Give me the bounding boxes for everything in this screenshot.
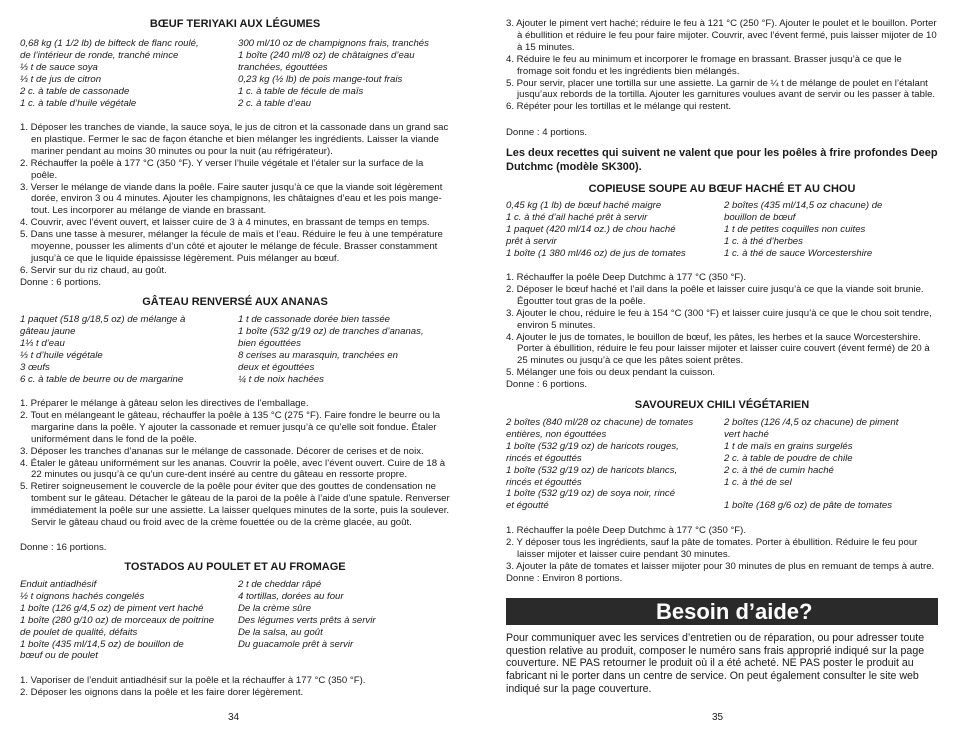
ingredient-cell: 2 boîtes (435 ml/14,5 oz chacune) de xyxy=(724,200,883,211)
ingredients-boeuf-teriyaki xyxy=(20,38,450,109)
ingredient-cell: 2 c. à thé de cumin haché xyxy=(724,464,834,476)
ingredient-cell: 1 boîte (532 g/19 oz) de haricots rouges, xyxy=(506,440,679,452)
ingredient-row xyxy=(20,615,450,627)
ingredient-row xyxy=(506,441,938,453)
instruction-step: 4. Étaler le gâteau uniformément sur les ananas. Couvrir la poêle, avec l’évent ouvert. Cuire de 18 à 22 minutes ou jusqu’à ce qu’un cure-dent inséré au centre du gâteau en ressorte propre. xyxy=(20,457,446,481)
ingredient-row xyxy=(20,350,450,362)
ingredient-cell: 1 boîte (168 g/6 oz) de pâte de tomates xyxy=(724,500,893,512)
instruction-step: 2. Y déposer tous les ingrédients, sauf la pâte de tomates. Porter à ébullition. Réduire le feu pour laisser mijoter et laisser cuire pendant 30 minutes. xyxy=(506,536,918,560)
ingredient-cell: 1 boîte (240 ml/8 oz) de châtaignes d’eau xyxy=(238,49,415,61)
ingredients-tostados xyxy=(20,579,450,662)
ingredient-cell: 2 c. à table de cassonade xyxy=(20,85,130,97)
ingredient-cell: 2 c. à table de poudre de chile xyxy=(724,452,853,464)
instruction-step: 2. Déposer le bœuf haché et l’ail dans la poêle et laisser cuire jusqu’à ce que la viande soit brunie. Égoutter tout gras de la poêle. xyxy=(506,283,924,307)
ingredient-cell: ⅓ t de sauce soya xyxy=(20,61,98,73)
ingredient-cell: 1 boîte (435 ml/14,5 oz) de bouillon de xyxy=(20,638,184,650)
instruction-step: 6. Répéter pour les tortillas et le mélange qui restent. xyxy=(506,101,732,113)
ingredient-cell: 1 c. à thé de sauce Worcestershire xyxy=(724,247,873,259)
ingredient-row xyxy=(506,429,938,441)
steps-tostados-continued xyxy=(506,18,938,113)
ingredient-row xyxy=(506,500,938,512)
ingredient-cell: 1 boîte (532 g/19 oz) de haricots blancs, xyxy=(506,464,678,476)
page-number: 34 xyxy=(228,712,240,723)
ingredient-cell: 3 œufs xyxy=(20,361,50,373)
ingredient-cell: De la crème sûre xyxy=(238,602,312,614)
ingredient-row xyxy=(20,326,450,338)
ingredient-row xyxy=(506,224,938,236)
ingredient-cell: ¼ t de noix hachées xyxy=(238,373,324,385)
ingredient-cell: bouillon de bœuf xyxy=(724,211,796,223)
steps-tostados xyxy=(20,675,450,699)
instruction-step: 3. Verser le mélange de viande dans la poêle. Faire sauter jusqu’à ce que la viande soit légèrement dorée, environ 3 ou 4 minutes. Ajouter les champignons, les châtaignes d’eau et les pois mange-tout. Les incorporer au mélange de viande en brassant. xyxy=(20,181,443,217)
ingredient-cell: De la salsa, au goût xyxy=(238,626,323,638)
yield-gateau-renverse: Donne : 16 portions. xyxy=(20,542,107,553)
ingredient-row xyxy=(20,591,450,603)
ingredient-cell: 1 t de maïs en grains surgelés xyxy=(724,440,853,452)
ingredient-cell: 1 c. à table d’huile végétale xyxy=(20,97,137,109)
ingredient-cell: 1 boîte (532 g/19 oz) de soya noir, rincé xyxy=(506,488,676,500)
steps-soupe-boeuf xyxy=(506,272,938,379)
ingredient-row xyxy=(506,453,938,465)
ingredient-cell: ½ t oignons hachés congelés xyxy=(20,590,145,602)
ingredient-cell: 1 boîte (126 g/4,5 oz) de piment vert haché xyxy=(20,602,204,614)
ingredient-row xyxy=(506,417,938,429)
instruction-step: 1. Déposer les tranches de viande, la sauce soya, le jus de citron et la cassonade dans un grand sac en plastique. Fermer le sac de façon étanche et bien mélanger les ingrédients. Laisser la viande mariner pendant au moins 30 minutes ou pour la nuit (au réfrigérateur). xyxy=(20,122,449,157)
ingredient-cell: 1 paquet (518 g/18,5 oz) de mélange à xyxy=(20,314,186,325)
steps-gateau-renverse xyxy=(20,398,450,529)
ingredient-row xyxy=(506,488,938,500)
ingredient-row xyxy=(20,627,450,639)
ingredient-row xyxy=(506,200,938,212)
right-page xyxy=(506,0,938,738)
ingredient-row xyxy=(20,374,450,386)
ingredient-cell: de l’intérieur de ronde, tranché mince xyxy=(20,49,179,61)
ingredient-row xyxy=(20,62,450,74)
ingredient-row xyxy=(20,74,450,86)
yield-tostados: Donne : 4 portions. xyxy=(506,127,588,138)
ingredient-row xyxy=(20,86,450,98)
instruction-step: 2. Déposer les oignons dans la poêle et les faire dorer légèrement. xyxy=(20,686,304,698)
ingredient-cell: bien égouttées xyxy=(238,337,301,349)
ingredient-row xyxy=(20,38,450,50)
ingredient-row xyxy=(20,639,450,651)
ingredient-cell: 1 t de petites coquilles non cuites xyxy=(724,223,866,235)
ingredient-cell: 2 boîtes (126 /4,5 oz chacune) de piment xyxy=(724,417,899,428)
ingredient-cell: gâteau jaune xyxy=(20,325,76,337)
ingredient-row xyxy=(506,248,938,260)
ingredient-cell: 0,45 kg (1 lb) de bœuf haché maigre xyxy=(506,200,662,211)
instruction-step: 3. Ajouter le chou, réduire le feu à 154 °C (300 °F) et laisser cuire jusqu’à ce que le chou soit tendre, environ 5 minutes. xyxy=(506,307,932,331)
ingredient-cell: entières, non égouttées xyxy=(506,428,607,440)
ingredient-cell: Enduit antiadhésif xyxy=(20,579,97,590)
ingredient-row xyxy=(20,579,450,591)
instruction-step: 5. Dans une tasse à mesurer, mélanger la fécule de maïs et l’eau. Réduire le feu à une température moyenne, pousser les aliments d’un côté et ajouter le mélange de fécule. Brasser constamment jusqu’à ce que le liquide épaississe légèrement. Puis mélanger au bœuf. xyxy=(20,229,443,264)
help-title: Besoin d’aide? xyxy=(656,599,813,624)
instruction-step: 1. Vaporiser de l’enduit antiadhésif sur la poêle et la réchauffer à 177 °C (350 °F). xyxy=(20,675,366,686)
ingredient-cell: 0,68 kg (1 1/2 lb) de bifteck de flanc roulé, xyxy=(20,38,199,49)
ingredient-row xyxy=(506,465,938,477)
ingredient-cell: 0,23 kg (½ lb) de pois mange-tout frais xyxy=(238,73,403,85)
ingredient-row xyxy=(20,338,450,350)
ingredient-cell: 1 boîte (532 g/19 oz) de tranches d’ananas, xyxy=(238,325,424,337)
ingredients-chili xyxy=(506,417,938,512)
instruction-step: 3. Ajouter la pâte de tomates et laisser mijoter pour 30 minutes de plus en remuant de temps à autre. xyxy=(506,560,935,572)
deep-dutch-notice: Les deux recettes qui suivent ne valent que pour les poêles à frire profondes Deep Dutchmc (modèle SK300). xyxy=(506,147,938,173)
ingredient-cell: 1 t de cassonade dorée bien tassée xyxy=(238,314,391,325)
ingredient-row xyxy=(20,314,450,326)
ingredients-gateau-renverse xyxy=(20,314,450,385)
instruction-step: 5. Pour servir, placer une tortilla sur une assiette. La garnir de ¼ t de mélange de poulet en l’étalant jusqu’aux rebords de la tortilla. Ajouter les garnitures voulues avant de servir ou les passer à table. xyxy=(506,77,936,101)
instruction-step: 1. Préparer le mélange à gâteau selon les directives de l’emballage. xyxy=(20,398,309,409)
ingredient-cell: 1 c. à thé de sel xyxy=(724,476,792,488)
page-number: 35 xyxy=(712,712,724,723)
ingredient-cell: rincés et égouttés xyxy=(506,452,582,464)
instruction-step: 3. Déposer les tranches d’ananas sur le mélange de cassonade. Décorer de cerises et de noix. xyxy=(20,445,424,457)
ingredient-row xyxy=(20,650,450,662)
ingredient-cell: bœuf ou de poulet xyxy=(20,650,98,662)
instruction-step: 5. Mélanger une fois ou deux pendant la cuisson. xyxy=(506,367,716,379)
ingredient-row xyxy=(506,212,938,224)
instruction-step: 1. Réchauffer la poêle Deep Dutchmc à 177 °C (350 °F). xyxy=(506,525,747,536)
instruction-step: 5. Retirer soigneusement le couvercle de la poêle pour éviter que des gouttes de condensation ne tombent sur le gâteau. Détacher le gâteau de la paroi de la poêle à l’aide d’une spatule. Renverser immédiatement la poêle sur une assiette. La laisser quelques minutes de la sorte, puis la soulever. Servir le gâteau chaud ou froid avec de la crème fouettée ou de la crème glacée, au goût. xyxy=(20,481,450,529)
ingredient-cell: 2 c. à table d’eau xyxy=(238,97,312,109)
instruction-step: 2. Réchauffer la poêle à 177 °C (350 °F). Y verser l’huile végétale et l’étaler sur la surface de la poêle. xyxy=(20,157,424,181)
yield-boeuf-teriyaki: Donne : 6 portions. xyxy=(20,277,102,288)
ingredient-cell: 1 boîte (1 380 ml/46 oz) de jus de tomates xyxy=(506,247,686,259)
recipe-title-tostados: TOSTADOS AU POULET ET AU FROMAGE xyxy=(124,561,346,573)
ingredient-cell xyxy=(238,650,450,662)
ingredient-cell: 1 paquet (420 ml/14 oz.) de chou haché xyxy=(506,223,676,235)
ingredient-cell: 300 ml/10 oz de champignons frais, tranchés xyxy=(238,38,429,49)
recipe-title-gateau-renverse: GÂTEAU RENVERSÉ AUX ANANAS xyxy=(142,296,328,308)
ingredient-cell: 1 c. à table de fécule de maïs xyxy=(238,85,364,97)
yield-soupe-boeuf: Donne : 6 portions. xyxy=(506,379,588,390)
steps-chili xyxy=(506,525,938,573)
ingredient-cell: 2 t de cheddar râpé xyxy=(238,579,322,590)
steps-boeuf-teriyaki xyxy=(20,122,450,277)
ingredient-row xyxy=(20,362,450,374)
ingredient-cell: 1 c. à thé d’ail haché prêt à servir xyxy=(506,211,648,223)
ingredient-cell: 1⅓ t d’eau xyxy=(20,337,65,349)
instruction-step: 2. Tout en mélangeant le gâteau, réchauffer la poêle à 135 °C (275 °F). Faire fondre le beurre ou la margarine dans la poêle. Y ajouter la cassonade et remuer jusqu’à ce qu’elle soit fondue. Étaler uniformément dans le fond de la poêle. xyxy=(20,409,441,445)
help-text: Pour communiquer avec les services d’entretien ou de réparation, ou pour adresser toute question relative au produit, composer le numéro sans frais approprié indiqué sur la page couverture. NE PAS retourner le produit où il a été acheté. NE PAS poster le produit au fabricant ni le porter dans un centre de service. On peut également consulter le site web indiqué sur la page couverture. xyxy=(506,632,925,695)
ingredient-cell: Des légumes verts prêts à servir xyxy=(238,614,376,626)
instruction-step: 1. Réchauffer la poêle Deep Dutchmc à 177 °C (350 °F). xyxy=(506,272,747,283)
ingredient-cell: 4 tortillas, dorées au four xyxy=(238,590,344,602)
ingredient-cell: tranchées, égouttées xyxy=(238,61,328,73)
ingredient-cell: ⅓ t de jus de citron xyxy=(20,73,102,85)
instruction-step: 6. Servir sur du riz chaud, au goût. xyxy=(20,264,167,276)
ingredient-cell: 2 boîtes (840 ml/28 oz chacune) de tomates xyxy=(506,417,694,428)
ingredient-cell: prêt à servir xyxy=(506,235,557,247)
instruction-step: 4. Ajouter le jus de tomates, le bouillon de bœuf, les pâtes, les herbes et la sauce Worcestershire. Porter à ébullition, réduire le feu pour laisser mijoter et laisser cuire couvert (évent fermé) de 20 à 25 minutes ou jusqu’à ce que les pâtes soient prêtes. xyxy=(506,331,930,367)
instruction-step: 3. Ajouter le piment vert haché; réduire le feu à 121 °C (250 °F). Ajouter le poulet et le bouillon. Porter à ébullition et réduire le feu pour faire mijoter. Couvrir, avec l’évent fermé, puis laisser mijoter de 10 à 15 minutes. xyxy=(506,18,937,53)
ingredient-cell: Du guacamole prêt à servir xyxy=(238,638,354,650)
ingredient-row xyxy=(20,98,450,110)
ingredient-cell: ⅓ t d’huile végétale xyxy=(20,349,103,361)
ingredient-cell xyxy=(724,488,938,500)
ingredient-row xyxy=(506,477,938,489)
ingredient-cell: 1 boîte (280 g/10 oz) de morceaux de poitrine xyxy=(20,614,215,626)
ingredient-cell: et égoutté xyxy=(506,500,549,512)
recipe-title-boeuf-teriyaki: BŒUF TERIYAKI AUX LÉGUMES xyxy=(149,18,321,30)
ingredient-cell: vert haché xyxy=(724,428,769,440)
ingredients-soupe-boeuf xyxy=(506,200,938,260)
ingredient-row xyxy=(506,236,938,248)
instruction-step: 4. Réduire le feu au minimum et incorporer le fromage en brassant. Brasser jusqu’à ce que le fromage soit fondu et les ingrédients bien mélangés. xyxy=(506,53,902,77)
ingredient-cell: 1 c. à thé d’herbes xyxy=(724,235,803,247)
ingredient-cell: de poulet de qualité, défaits xyxy=(20,626,138,638)
ingredient-cell: rincés et égouttés xyxy=(506,476,582,488)
left-page xyxy=(20,0,450,738)
instruction-step: 4. Couvrir, avec l’évent ouvert, et laisser cuire de 3 à 4 minutes, en brassant de temps en temps. xyxy=(20,217,430,229)
ingredient-cell: deux et égouttées xyxy=(238,361,315,373)
ingredient-cell: 8 cerises au marasquin, tranchées en xyxy=(238,349,398,361)
yield-chili: Donne : Environ 8 portions. xyxy=(506,573,623,584)
ingredient-row xyxy=(20,50,450,62)
help-banner xyxy=(506,598,938,625)
recipe-title-soupe-boeuf: COPIEUSE SOUPE AU BŒUF HACHÉ ET AU CHOU xyxy=(588,183,856,195)
ingredient-cell: 6 c. à table de beurre ou de margarine xyxy=(20,373,184,385)
ingredient-row xyxy=(20,603,450,615)
recipe-title-chili: SAVOUREUX CHILI VÉGÉTARIEN xyxy=(634,399,810,411)
